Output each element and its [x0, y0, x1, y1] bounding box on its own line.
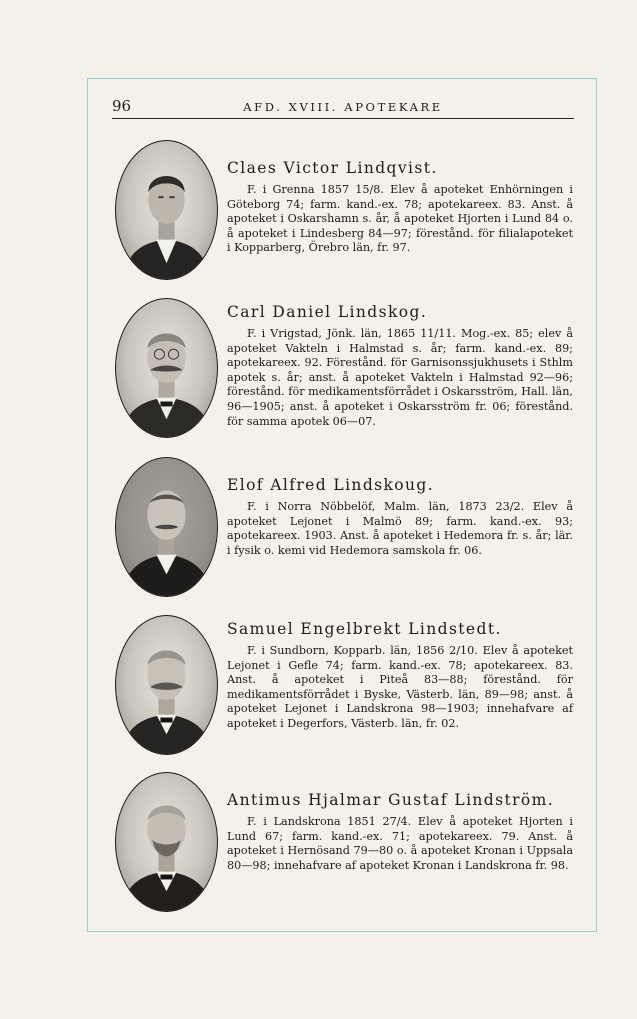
person-name: Antimus Hjalmar Gustaf Lindström. — [227, 791, 555, 809]
page-number: 96 — [112, 97, 132, 115]
person-biography: F. i Vrigstad, Jönk. län, 1865 11/11. Mog.-ex. 85; elev å apoteket Vakteln i Halmstad s. år; farm. kand.-ex. 89; apotekareex. 92. Förestånd. för Garnisonssjukhusets i Sthlm apotek s. år; anst. å apoteket Vakteln i Halmstad 92—96; förestånd. för medikamentsförrådet i Oskarsström, Hall. län, 96—1905; anst. å apoteket i Oskarsström fr. 06; förestånd. för samma apotek 06—07. — [227, 327, 573, 428]
page-header — [112, 96, 574, 119]
entry-text — [227, 158, 573, 256]
person-biography: F. i Norra Nöbbelöf, Malm. län, 1873 23/2. Elev å apoteket Lejonet i Malmö 89; farm. kand.-ex. 93; apotekareex. 1903. Anst. å apoteket i Hedemora fr. s. år; lär. i fysik o. kemi vid Hedemora samskola fr. 06. — [227, 500, 573, 557]
portrait-photo — [115, 457, 218, 597]
person-name: Samuel Engelbrekt Lindstedt. — [227, 620, 502, 638]
person-biography: F. i Sundborn, Kopparb. län, 1856 2/10. Elev å apoteket Lejonet i Gefle 74; farm. kand.-ex. 78; apotekareex. 83. Anst. å apoteket i Piteå 83—88; förestånd. för medikamentsförrådet i Byske, Västerb. län, 89—98; anst. å apoteket Lejonet i Landskrona 98—1903; innehafvare af apoteket i Degerfors, Västerb. län, fr. 02. — [227, 644, 573, 730]
entry-text — [227, 475, 573, 558]
entry-text — [227, 790, 573, 873]
person-biography: F. i Grenna 1857 15/8. Elev å apoteket Enhörningen i Göteborg 74; farm. kand.-ex. 78; apotekareex. 83. Anst. å apoteket i Oskarshamn s. år, å apoteket Hjorten i Lund 84 o. å apoteket i Lindesberg 84—97; förestånd. för filialapoteket i Kopparberg, Örebro län, fr. 97. — [227, 183, 573, 255]
entry-text — [227, 619, 573, 732]
running-title: AFD. XVIII. APOTEKARE — [243, 100, 443, 114]
portrait-photo — [115, 772, 218, 912]
person-biography: F. i Landskrona 1851 27/4. Elev å apoteket Hjorten i Lund 67; farm. kand.-ex. 71; apotekareex. 79. Anst. å apoteket i Hernösand 79—80 o. å apoteket Kronan i Uppsala 80—98; innehafvare af apoteket Kronan i Landskrona fr. 98. — [227, 815, 573, 872]
portrait-photo — [115, 615, 218, 755]
person-name: Carl Daniel Lindskog. — [227, 303, 428, 321]
person-name: Claes Victor Lindqvist. — [227, 159, 438, 177]
portrait-photo — [115, 140, 218, 280]
person-name: Elof Alfred Lindskoug. — [227, 476, 435, 494]
portrait-photo — [115, 298, 218, 438]
entry-text — [227, 302, 573, 429]
